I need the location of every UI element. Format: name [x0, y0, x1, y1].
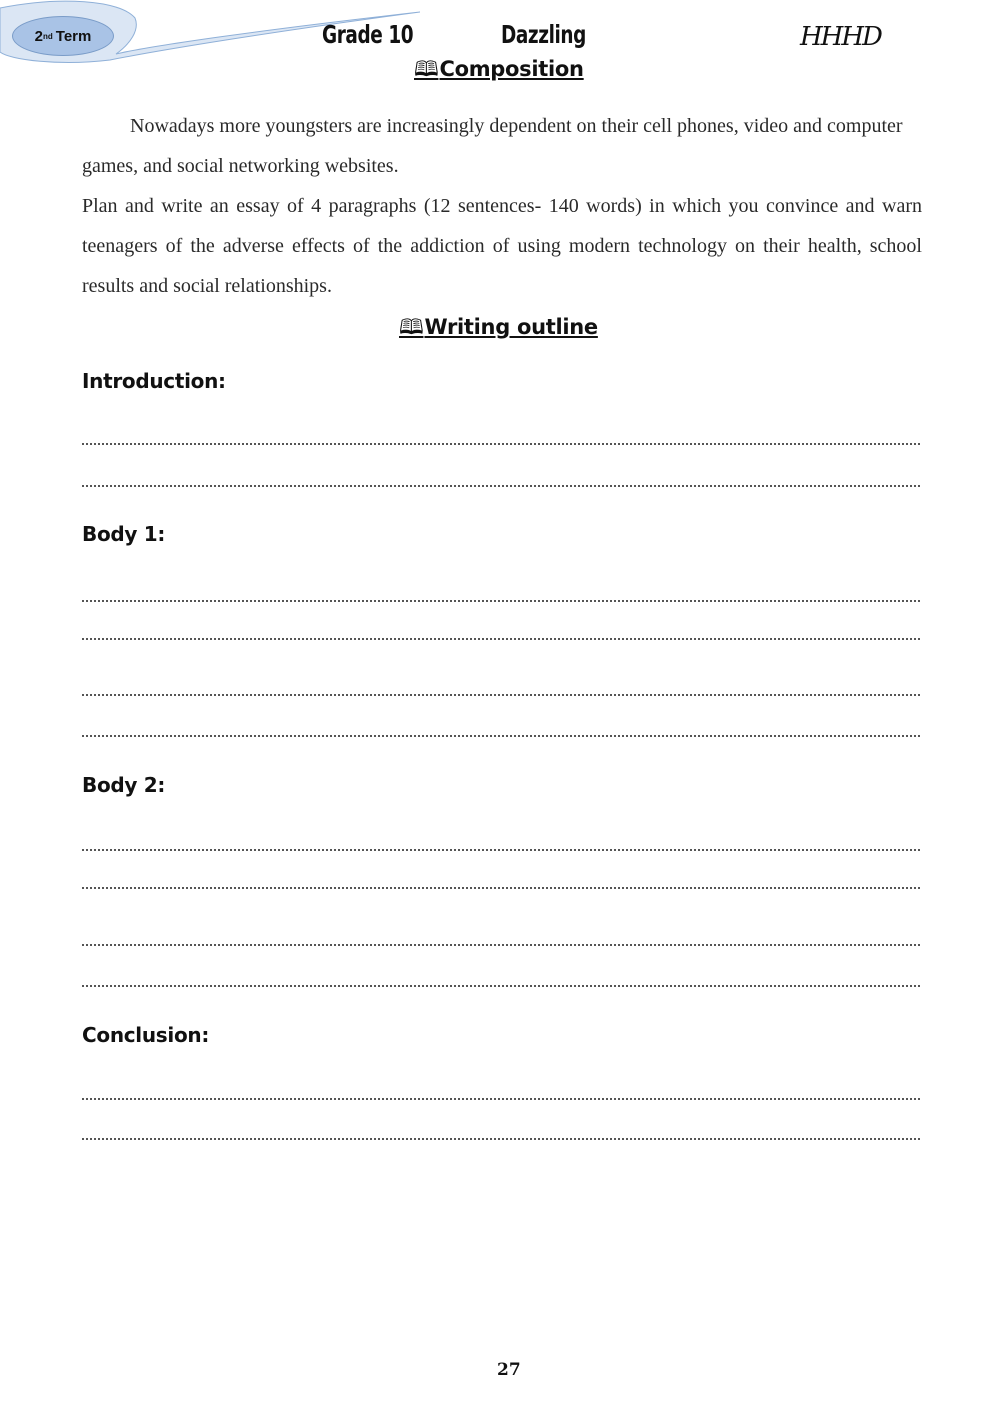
writing-line[interactable] — [82, 1138, 920, 1140]
grade-title: Grade 10 — [322, 20, 414, 49]
page-number: 27 — [497, 1360, 521, 1380]
writing-line[interactable] — [82, 985, 920, 987]
writing-line[interactable] — [82, 849, 920, 851]
writing-line[interactable] — [82, 485, 920, 487]
body1-heading: Body 1: — [82, 522, 166, 546]
composition-title-text: Composition — [439, 57, 584, 81]
composition-title — [414, 55, 584, 90]
term-suffix: nd — [42, 31, 53, 41]
signature-logo: HHHD — [800, 22, 881, 52]
book-title: Dazzling — [501, 20, 586, 49]
term-number: 2 — [34, 27, 43, 45]
introduction-heading: Introduction: — [82, 369, 226, 393]
writing-line[interactable] — [82, 1098, 920, 1100]
writing-line[interactable] — [82, 638, 920, 640]
book-icon: 🕮 — [414, 57, 439, 81]
composition-paragraph-2: Plan and write an essay of 4 paragraphs (12 sentences- 140 words) in which you convince and warn teenagers of the adverse effects of the addiction of using modern technology on their health, school results and social relationships. — [82, 195, 922, 297]
term-badge — [0, 0, 140, 64]
writing-line[interactable] — [82, 443, 920, 445]
composition-paragraph-1: Nowadays more youngsters are increasingly dependent on their cell phones, video and computer games, and social networking websites. — [82, 115, 903, 177]
body2-heading: Body 2: — [82, 773, 166, 797]
outline-title — [399, 313, 598, 348]
conclusion-heading: Conclusion: — [82, 1023, 210, 1047]
writing-line[interactable] — [82, 694, 920, 696]
writing-line[interactable] — [82, 887, 920, 889]
book-icon: 🕮 — [399, 315, 424, 339]
writing-line[interactable] — [82, 944, 920, 946]
term-word: Term — [55, 27, 92, 45]
writing-line[interactable] — [82, 735, 920, 737]
outline-title-text: Writing outline — [424, 315, 598, 339]
term-label — [12, 16, 114, 56]
writing-line[interactable] — [82, 600, 920, 602]
